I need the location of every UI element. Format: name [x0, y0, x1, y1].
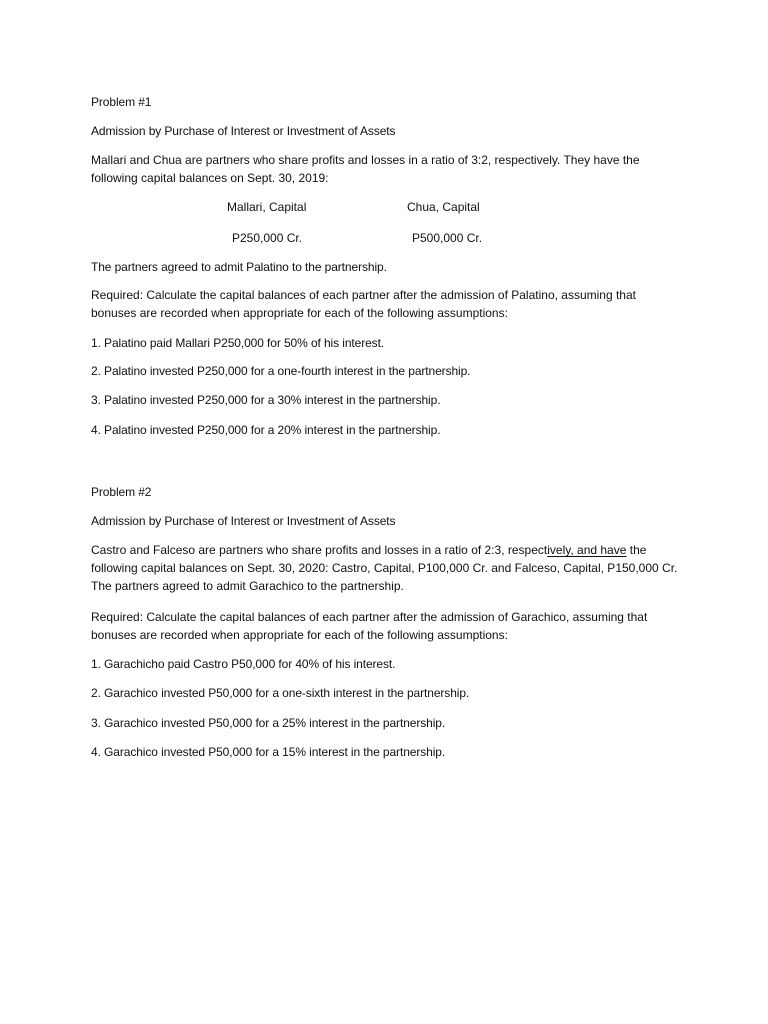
capital-header-chua: Chua, Capital [407, 200, 480, 214]
capital-value-chua: P500,000 Cr. [412, 231, 483, 245]
problem2-intro-part2: the following capital balances on Sept. 30, 2020: Castro, Capital, P100,000 Cr. and Falceso, Capital, P150,000 Cr. The partners agreed to admit Garachico to the partnership. [91, 543, 678, 593]
problem2-heading: Problem #2 [91, 485, 152, 499]
capital-value-mallari: P250,000 Cr. [232, 231, 303, 245]
problem2-item-1: 1. Garachicho paid Castro P50,000 for 40% of his interest. [91, 657, 396, 671]
problem2-item-3: 3. Garachico invested P50,000 for a 25% interest in the partnership. [91, 716, 446, 730]
problem1-item-4: 4. Palatino invested P250,000 for a 20% interest in the partnership. [91, 423, 441, 437]
problem1-subheading: Admission by Purchase of Interest or Investment of Assets [91, 124, 396, 138]
problem2-intro [91, 541, 679, 595]
problem1-required: Required: Calculate the capital balances of each partner after the admission of Palatino, assuming that bonuses are recorded when appropriate for each of the following assumptions: [91, 288, 636, 320]
problem1-agreement: The partners agreed to admit Palatino to the partnership. [91, 260, 387, 274]
problem2-subheading: Admission by Purchase of Interest or Investment of Assets [91, 514, 396, 528]
problem2-item-2: 2. Garachico invested P50,000 for a one-sixth interest in the partnership. [91, 686, 470, 700]
problem1-item-3: 3. Palatino invested P250,000 for a 30% interest in the partnership. [91, 393, 441, 407]
problem1-item-2: 2. Palatino invested P250,000 for a one-fourth interest in the partnership. [91, 364, 471, 378]
problem1-item-1: 1. Palatino paid Mallari P250,000 for 50% of his interest. [91, 336, 385, 350]
problem2-intro-underlined: ively, and have [547, 543, 627, 557]
problem1-heading: Problem #1 [91, 95, 152, 109]
problem2-item-4: 4. Garachico invested P50,000 for a 15% interest in the partnership. [91, 745, 446, 759]
problem1-intro: Mallari and Chua are partners who share profits and losses in a ratio of 3:2, respectively. They have the following capital balances on Sept. 30, 2019: [91, 153, 640, 185]
capital-header-mallari: Mallari, Capital [227, 200, 307, 214]
problem2-intro-part1: Castro and Falceso are partners who share profits and losses in a ratio of 2:3, respect [91, 543, 548, 557]
problem2-required: Required: Calculate the capital balances of each partner after the admission of Garachico, assuming that bonuses are recorded when appropriate for each of the following assumptions: [91, 610, 648, 642]
